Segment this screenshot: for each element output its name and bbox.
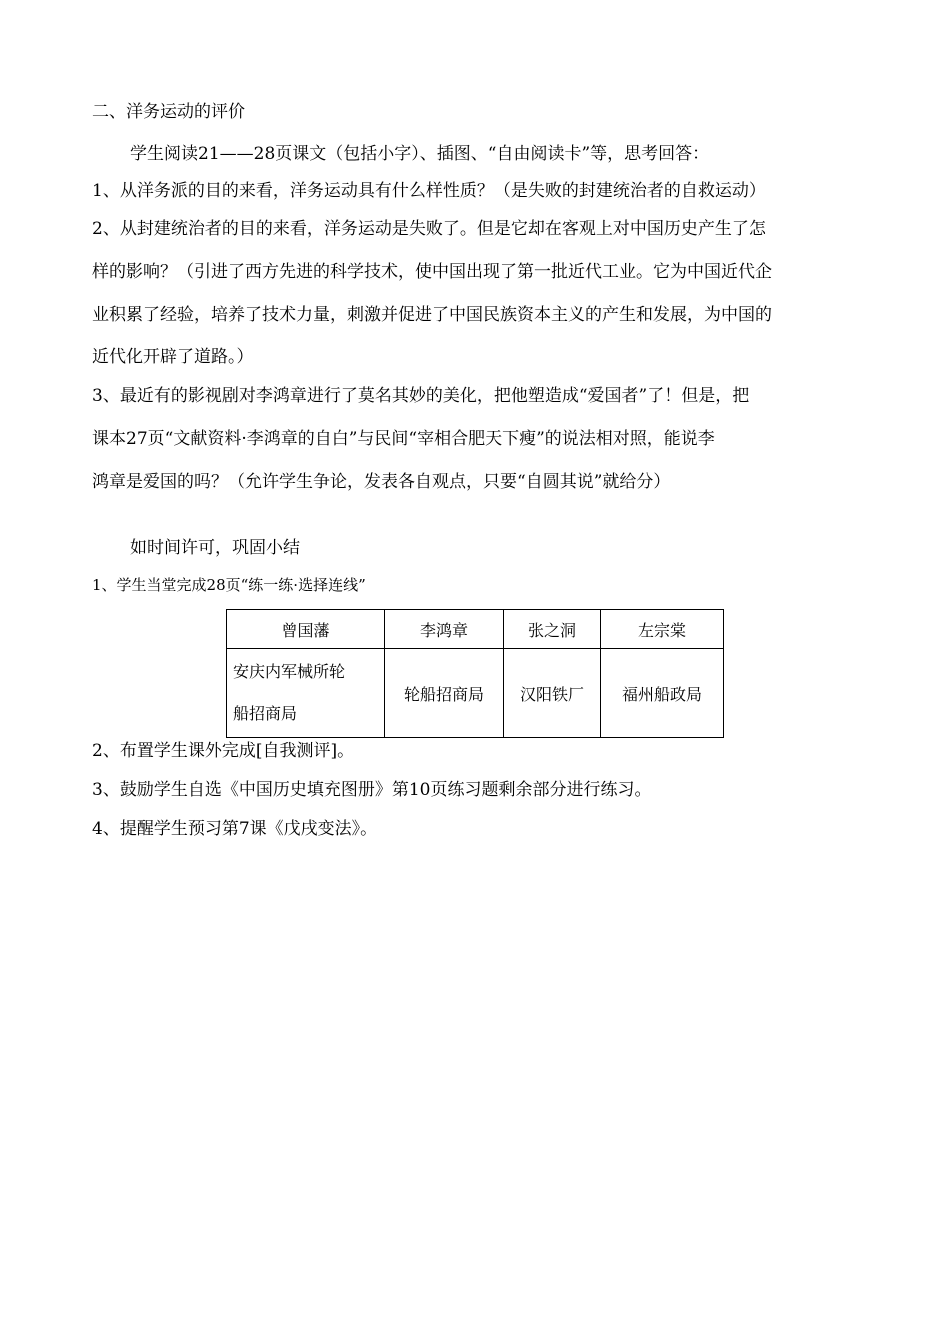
table-cell-line: 船招商局 (233, 704, 298, 723)
table-cell (227, 649, 385, 738)
question-3-line-2: 课本27页“文献资料·李鸿章的自白”与民间“宰相合肥天下瘦”的说法相对照，能说李 (92, 429, 715, 449)
table-header-cell: 张之洞 (504, 610, 601, 649)
matching-table (226, 609, 724, 738)
question-1: 1、从洋务派的目的来看，洋务运动具有什么样性质？（是失败的封建统治者的自救运动） (92, 181, 766, 201)
table-cell-line: 安庆内军械所轮 (233, 662, 346, 681)
table-row (227, 649, 724, 738)
table-cell: 汉阳铁厂 (504, 649, 601, 738)
question-3-line-3: 鸿章是爱国的吗？（允许学生争论，发表各自观点，只要“自圆其说”就给分） (92, 472, 671, 492)
question-2-line-4: 近代化开辟了道路。） (92, 347, 254, 367)
task-4: 4、提醒学生预习第7课《戊戌变法》。 (92, 819, 378, 839)
intro-paragraph: 学生阅读21——28页课文（包括小字）、插图、“自由阅读卡”等，思考回答： (130, 144, 710, 164)
question-2-line-2: 样的影响？（引进了西方先进的科学技术，使中国出现了第一批近代工业。它为中国近代企 (92, 262, 772, 282)
table-cell: 福州船政局 (601, 649, 724, 738)
task-1: 1、学生当堂完成28页“练一练·选择连线” (92, 576, 366, 594)
table-header-row (227, 610, 724, 649)
question-2-line-3: 业积累了经验，培养了技术力量，刺激并促进了中国民族资本主义的产生和发展，为中国的 (92, 305, 772, 325)
task-2: 2、布置学生课外完成[自我测评]。 (92, 741, 355, 761)
table-cell: 轮船招商局 (385, 649, 504, 738)
question-2-line-1: 2、从封建统治者的目的来看，洋务运动是失败了。但是它却在客观上对中国历史产生了怎 (92, 219, 766, 239)
table-header-cell: 左宗棠 (601, 610, 724, 649)
table-header-cell: 曾国藩 (227, 610, 385, 649)
task-3: 3、鼓励学生自选《中国历史填充图册》第10页练习题剩余部分进行练习。 (92, 780, 652, 800)
section-title: 二、洋务运动的评价 (92, 102, 245, 122)
table-header-cell: 李鸿章 (385, 610, 504, 649)
question-3-line-1: 3、最近有的影视剧对李鸿章进行了莫名其妙的美化，把他塑造成“爱国者”了！但是，把 (92, 386, 750, 406)
summary-title: 如时间许可，巩固小结 (130, 538, 300, 558)
